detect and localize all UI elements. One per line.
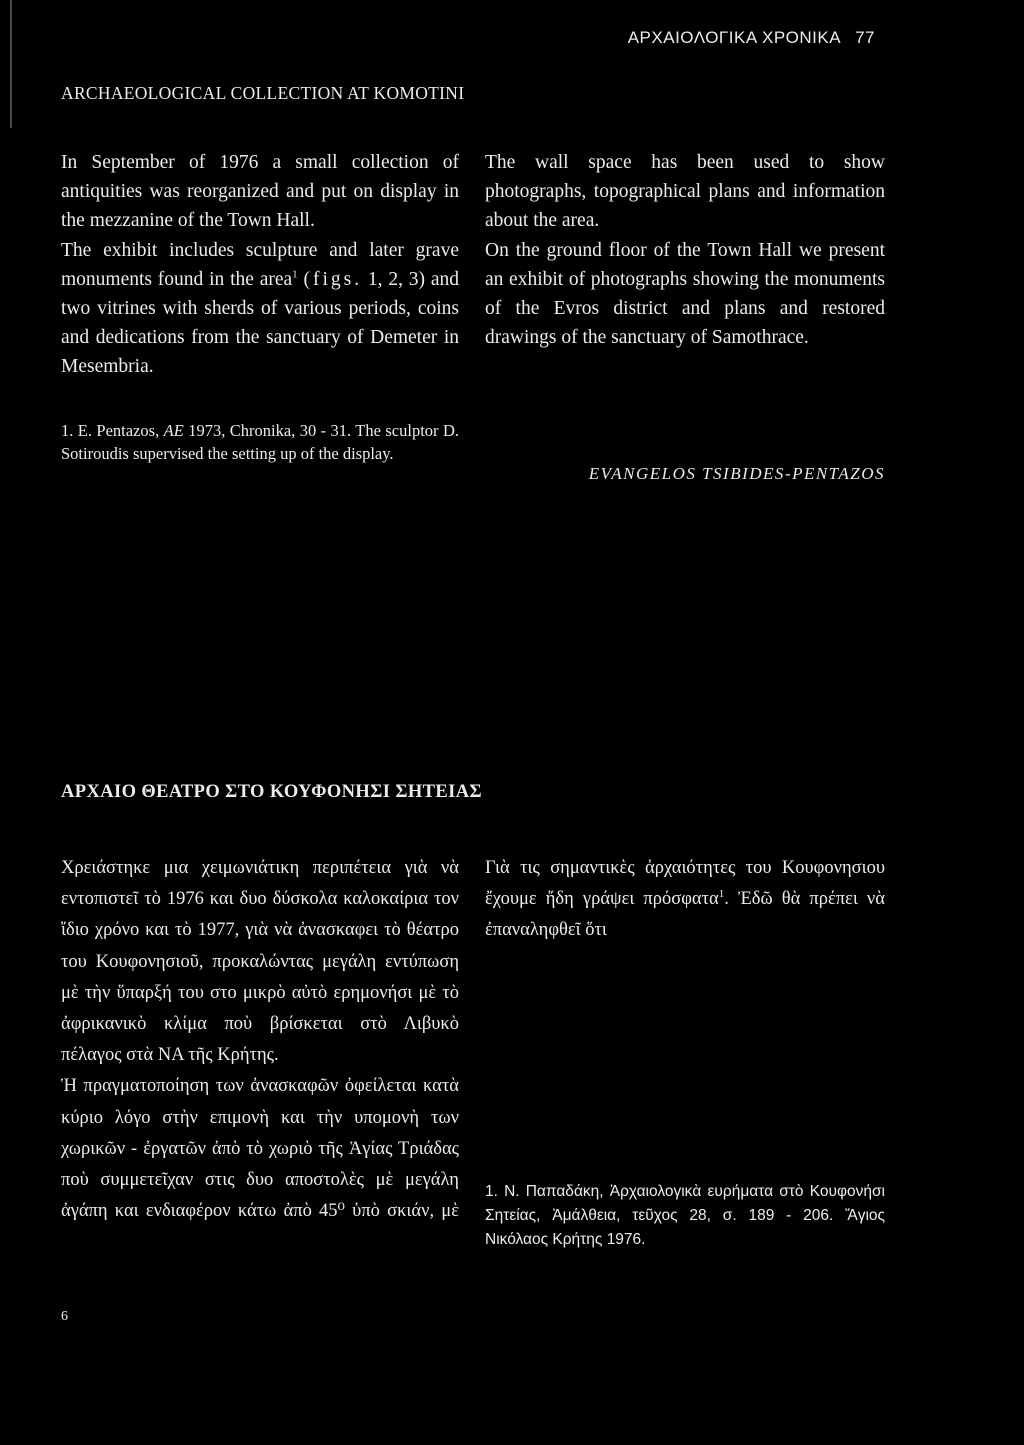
greek-section-title: ΑΡΧΑΙΟ ΘΕΑΤΡΟ ΣΤΟ ΚΟΥΦΟΝΗΣΙ ΣΗΤΕΙΑΣ — [61, 782, 482, 802]
greek-footnote: 1. Ν. Παπαδάκη, Ἀρχαιολογικὰ ευρήματα στὸ Κουφονήσι Σητείας, Ἀμάλθεια, τεῦχος 28, σ. 189 - 206. Ἅγιος Νικόλαος Κρήτης 1976. — [485, 1183, 885, 1248]
greek-paragraph-1: Χρειάστηκε μια χειμωνιάτικη περιπέτεια γιὰ νὰ εντοπιστεῖ τὸ 1976 και δυο δύσκολα καλοκαίρια τον ἴδιο χρόνο και τὸ 1977, γιὰ νὰ ἀνασκαφει τὸ θέατρο του Κουφονησιοῦ, προκαλώντας μεγάλη εντύπωση μὲ τὴν ὕπαρξή του στο μικρὸ αὐτὸ ερημονήσι μὲ τὸ ἀφρικανικὸ κλίμα ποὺ βρίσκεται στὸ Λιβυκὸ πέλαγος στὰ ΝΑ τῆς Κρήτης. — [61, 858, 459, 1066]
greek-p3-text-b: . Ἐδῶ θὰ πρέπει νὰ ἐπαναληφθεῖ ὅτι — [485, 889, 885, 941]
greek-paragraph-3 — [485, 853, 885, 947]
greek-paragraph-2-start — [61, 1071, 459, 1226]
english-p2-text-b: 1, 2, 3) and two vitrines with sherds of various periods, coins and dedications from the sanctuary of Demeter in Mesembria. — [61, 268, 459, 378]
english-section-title: ARCHAEOLOGICAL COLLECTION AT KOMOTINI — [61, 83, 465, 103]
english-footnote-journal: AE — [163, 421, 184, 440]
author-signature: EVANGELOS TSIBIDES-PENTAZOS — [588, 464, 885, 483]
page-marker: 6 — [61, 1309, 68, 1324]
scan-edge-rule — [10, 0, 12, 128]
english-column-right — [485, 148, 885, 352]
journal-title: ΑΡΧΑΙΟΛΟΓΙΚΑ ΧΡΟΝΙΚΑ — [627, 28, 842, 47]
greek-footnote-marker: 1 — [718, 888, 725, 901]
greek-paragraph-2: Ἡ πραγματοποίηση των ἀνασκαφῶν ὀφείλεται κατὰ κύριο λόγο στὴν επιμονὴ και τὴν υπομονὴ των χωρικῶν - ἐργατῶν ἀπὸ τὸ χωριὸ τῆς Ἁγίας Τριάδας ποὺ συμμετεῖχαν στις δυο αποστολὲς μὲ μεγάλη ἀγάπη και ενδιαφέρον κάτω ἀπὸ 45⁰ ὑπὸ σκιάν, μὲ — [61, 1076, 459, 1222]
english-footnote — [61, 420, 459, 465]
english-footnote-b: 1973, Chronika, 30 - 31. The sculptor D. Sotiroudis supervised the setting up of the display. — [61, 421, 459, 463]
english-paragraph-3: The wall space has been used to show photographs, topographical plans and information about the area. — [485, 152, 885, 232]
running-header — [575, 28, 875, 48]
greek-column-left — [61, 853, 459, 1226]
english-paragraph-2 — [61, 236, 459, 382]
english-column-left — [61, 148, 459, 382]
greek-column-right — [485, 853, 885, 947]
greek-p3-text-a: Γιὰ τις σημαντικὲς ἀρχαιότητες του Κουφονησιου ἔχουμε ἤδη γράψει πρόσφατα — [485, 858, 885, 910]
english-footnote-a: 1. E. Pentazos, — [61, 421, 160, 440]
page-number: 77 — [855, 28, 875, 47]
english-paragraph-1: In September of 1976 a small collection of antiquities was reorganized and put on display in the mezzanine of the Town Hall. — [61, 152, 459, 232]
footnote-marker: 1 — [292, 268, 298, 281]
figs-reference: (figs. — [303, 268, 363, 290]
english-paragraph-4: On the ground floor of the Town Hall we present an exhibit of photographs showing the monuments of the Evros district and plans and restored drawings of the sanctuary of Samothrace. — [485, 239, 885, 349]
english-p2-text-a: The exhibit includes sculpture and later grave monuments found in the area — [61, 239, 459, 290]
